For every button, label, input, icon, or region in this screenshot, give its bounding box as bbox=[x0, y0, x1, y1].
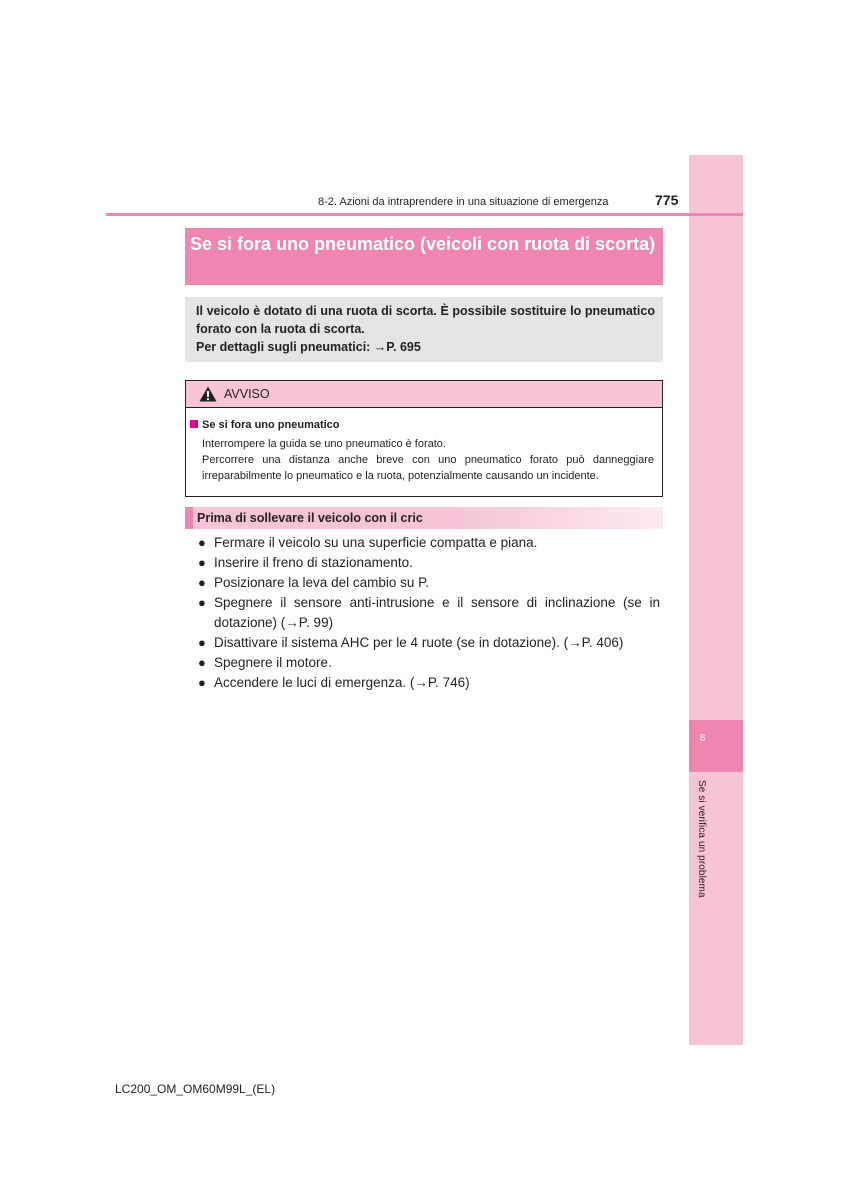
chapter-tab-active-marker[interactable] bbox=[689, 720, 743, 772]
intro-reference: Per dettagli sugli pneumatici: →P. 695 bbox=[196, 340, 421, 354]
warning-label: AVVISO bbox=[224, 387, 270, 401]
subheading-bar bbox=[185, 507, 663, 529]
warning-box bbox=[185, 380, 663, 497]
warning-triangle-icon bbox=[199, 386, 217, 402]
warning-body-line: Percorrere una distanza anche breve con uno pneumatico forato può danneggiare irreparabilmente lo pneumatico e la ruota, potenzialmente causando un incidente. bbox=[202, 454, 654, 482]
bullet-icon: ● bbox=[198, 674, 206, 690]
intro-box bbox=[185, 297, 663, 362]
list-item bbox=[198, 633, 660, 653]
chapter-number: 8 bbox=[699, 733, 706, 744]
warning-header bbox=[186, 381, 662, 408]
chapter-label: Se si verifica un problema bbox=[696, 780, 707, 898]
list-item-text: Fermare il veicolo su una superficie compatta e piana. bbox=[214, 535, 538, 550]
square-bullet-icon bbox=[190, 420, 198, 428]
list-item-text: Spegnere il motore. bbox=[214, 654, 332, 670]
bullet-icon: ● bbox=[198, 654, 206, 670]
intro-text: Il veicolo è dotato di una ruota di scorta. È possibile sostituire lo pneumatico forato con la ruota di scorta. bbox=[196, 304, 655, 336]
warning-body bbox=[202, 436, 654, 484]
list-item bbox=[198, 593, 660, 632]
bullet-icon: ● bbox=[198, 555, 206, 570]
list-item-text: Accendere le luci di emergenza. (→P. 746) bbox=[214, 674, 470, 690]
list-item-text: Posizionare la leva del cambio su P. bbox=[214, 575, 430, 590]
warning-item-title bbox=[190, 419, 340, 431]
subheading-accent bbox=[185, 507, 193, 529]
page-title: Se si fora uno pneumatico (veicoli con ruota di scorta) bbox=[185, 228, 663, 285]
page-number: 775 bbox=[655, 192, 679, 208]
list-item bbox=[198, 673, 660, 693]
bullet-icon: ● bbox=[198, 535, 206, 550]
list-item bbox=[198, 533, 660, 553]
list-item-text: Inserire il freno di stazionamento. bbox=[214, 555, 413, 570]
chapter-side-tab bbox=[689, 155, 743, 1045]
list-item-text: Disattivare il sistema AHC per le 4 ruote (se in dotazione). (→P. 406) bbox=[214, 634, 624, 650]
list-item bbox=[198, 573, 660, 593]
footer-code: LC200_OM_OM60M99L_(EL) bbox=[115, 1082, 276, 1096]
subheading-text: Prima di sollevare il veicolo con il cric bbox=[197, 511, 423, 525]
warning-item-title-text: Se si fora uno pneumatico bbox=[202, 419, 340, 431]
list-item bbox=[198, 553, 660, 573]
list-item-text: Spegnere il sensore anti-intrusione e il sensore di inclinazione (se in dotazione) (→P. 99) bbox=[214, 595, 660, 630]
section-heading: 8-2. Azioni da intraprendere in una situazione di emergenza bbox=[318, 196, 609, 208]
bullet-icon: ● bbox=[198, 634, 206, 650]
bullet-icon: ● bbox=[198, 595, 206, 610]
bullet-icon: ● bbox=[198, 575, 206, 590]
bullet-list bbox=[198, 533, 660, 693]
warning-body-line: Interrompere la guida se uno pneumatico è forato. bbox=[202, 438, 446, 450]
header-divider bbox=[106, 213, 743, 216]
list-item bbox=[198, 653, 660, 673]
